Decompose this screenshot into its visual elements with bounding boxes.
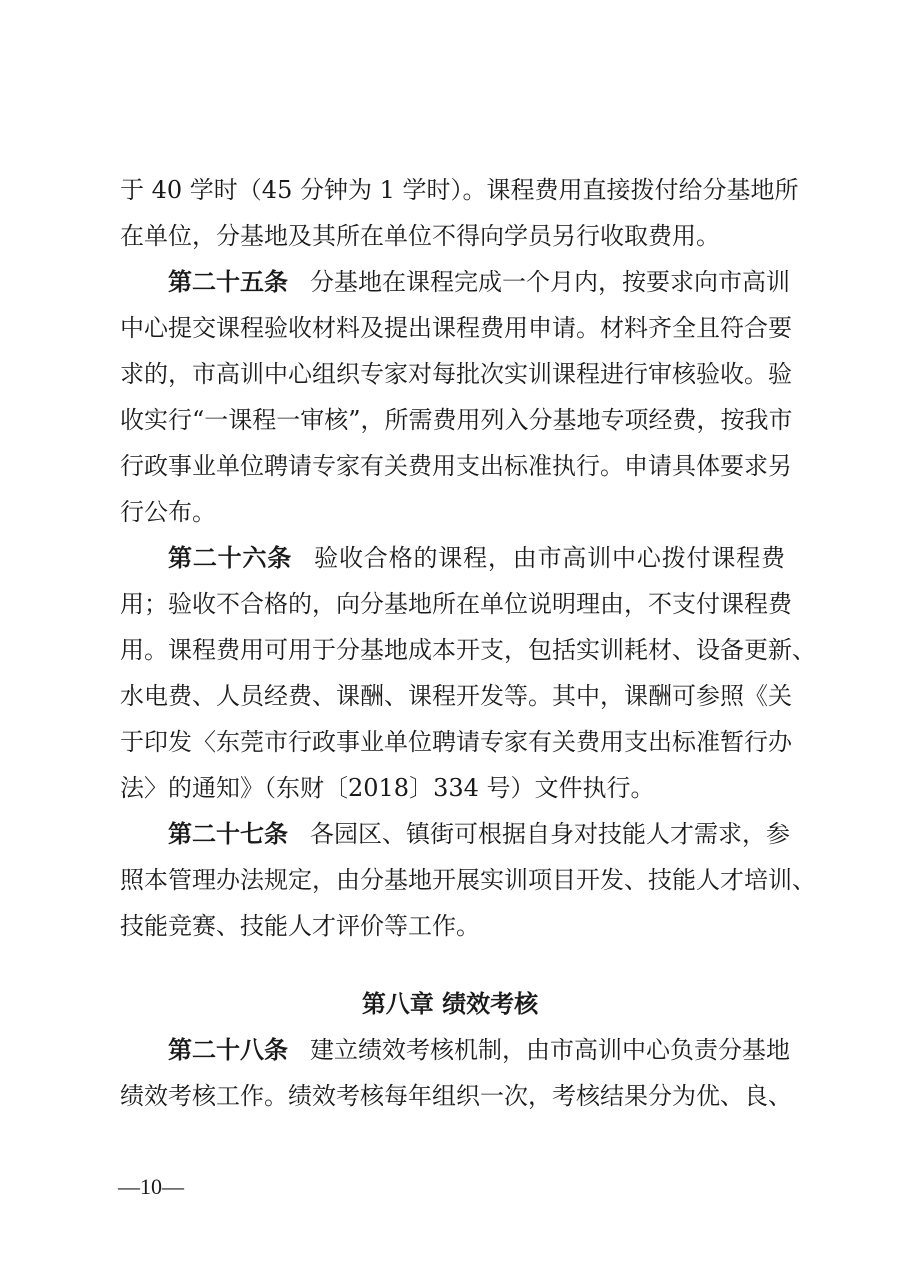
article-28-label: 第二十八条 — [168, 1035, 288, 1064]
article-27-label: 第二十七条 — [168, 819, 288, 848]
paragraph-line: 法〉的通知》（东财〔2018〕334 号）文件执行。 — [120, 774, 655, 802]
paragraph-line: 收实行“一课程一审核”，所需费用列入分基地专项经费，按我市 — [120, 406, 793, 434]
paragraph-line: 在单位，分基地及其所在单位不得向学员另行收取费用。 — [120, 222, 720, 250]
paragraph-line: 于印发〈东莞市行政事业单位聘请专家有关费用支出标准暂行办 — [120, 728, 792, 756]
paragraph-line: 绩效考核工作。绩效考核每年组织一次，考核结果分为优、良、 — [120, 1082, 792, 1110]
paragraph-line: 行公布。 — [120, 498, 216, 526]
paragraph-line: 照本管理办法规定，由分基地开展实训项目开发、技能人才培训、 — [120, 866, 816, 894]
article-25-label: 第二十五条 — [168, 267, 288, 296]
paragraph-text: 分基地在课程完成一个月内，按要求向市高训 — [310, 268, 790, 296]
paragraph-line: 技能竞赛、技能人才评价等工作。 — [120, 912, 480, 940]
page-number: —10— — [118, 1174, 184, 1199]
paragraph-line: 用。课程费用可用于分基地成本开支，包括实训耗材、设备更新、 — [120, 636, 816, 664]
paragraph-line: 水电费、人员经费、课酬、课程开发等。其中，课酬可参照《关 — [120, 682, 792, 710]
paragraph-text: 建立绩效考核机制，由市高训中心负责分基地 — [310, 1036, 790, 1064]
paragraph-text: 验收合格的课程，由市高训中心拨付课程费 — [314, 544, 786, 572]
article-28-first-line — [168, 1030, 790, 1070]
article-25-first-line — [168, 262, 790, 302]
article-27-first-line — [168, 814, 790, 854]
paragraph-text: 各园区、镇街可根据自身对技能人才需求，参 — [310, 820, 790, 848]
paragraph-line: 于 40 学时（45 分钟为 1 学时）。课程费用直接拨付给分基地所 — [120, 176, 799, 204]
article-26-label: 第二十六条 — [168, 543, 293, 572]
paragraph-line: 用；验收不合格的，向分基地所在单位说明理由，不支付课程费 — [120, 590, 792, 618]
paragraph-line: 行政事业单位聘请专家有关费用支出标准执行。申请具体要求另 — [120, 452, 792, 480]
paragraph-line: 中心提交课程验收材料及提出课程费用申请。材料齐全且符合要 — [120, 314, 792, 342]
chapter-heading: 第八章 绩效考核 — [361, 990, 539, 1018]
paragraph-line: 求的，市高训中心组织专家对每批次实训课程进行审核验收。验 — [120, 360, 792, 388]
article-26-first-line — [168, 538, 785, 578]
